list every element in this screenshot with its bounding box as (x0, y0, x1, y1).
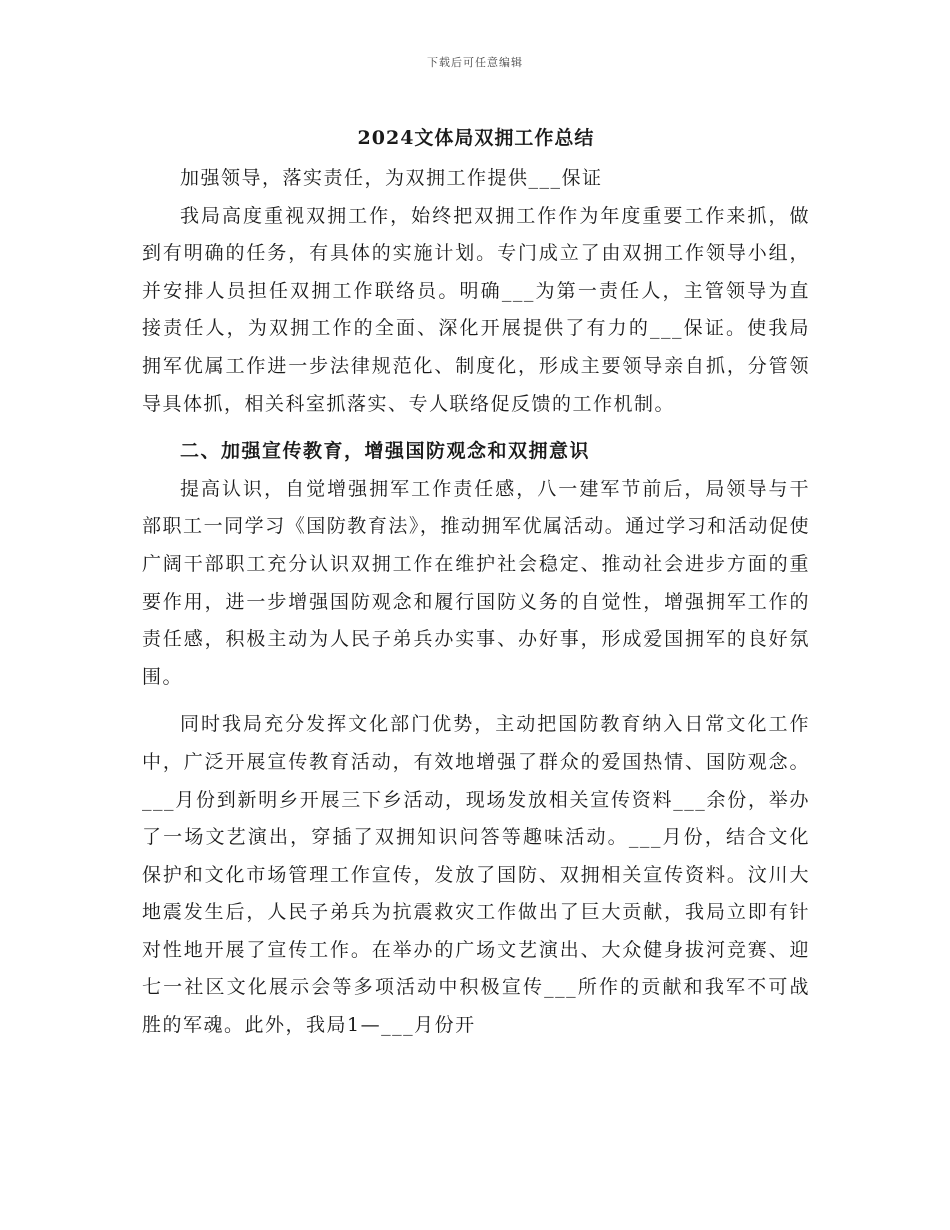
document-body (142, 120, 810, 1045)
document-title: 2024文体局双拥工作总结 (357, 127, 595, 149)
section-2-heading: 二、加强宣传教育，增强国防观念和双拥意识 (180, 440, 591, 463)
spacer (142, 696, 810, 706)
page-header-note: 下载后可任意编辑 (427, 56, 523, 69)
paragraph-1: 我局高度重视双拥工作，始终把双拥工作作为年度重要工作来抓，做到有明确的任务，有具体的实施计划。专门成立了由双拥工作领导小组，并安排人员担任双拥工作联络员。明确___为第一责任人，主管领导为直接责任人，为双拥工作的全面、深化开展提供了有力的___保证。使我局拥军优属工作进一步法律规范化、制度化，形成主要领导亲自抓，分管领导具体抓，相关科室抓落实、专人联络促反馈的工作机制。 (142, 204, 810, 415)
paragraph-2: 提高认识，自觉增强拥军工作责任感，八一建军节前后，局领导与干部职工一同学习《国防教育法》，推动拥军优属活动。通过学习和活动促使广阔干部职工充分认识双拥工作在维护社会稳定、推动社会进步方面的重要作用，进一步增强国防观念和履行国防义务的自觉性，增强拥军工作的责任感，积极主动为人民子弟兵办实事、办好事，形成爱国拥军的良好氛围。 (142, 477, 810, 688)
spacer (142, 423, 810, 433)
section-1-heading: 加强领导，落实责任，为双拥工作提供___保证 (180, 167, 603, 189)
paragraph-3: 同时我局充分发挥文化部门优势，主动把国防教育纳入日常文化工作中，广泛开展宣传教育活动，有效地增强了群众的爱国热情、国防观念。___月份到新明乡开展三下乡活动，现场发放相关宣传资料___余份，举办了一场文艺演出，穿插了双拥知识问答等趣味活动。___月份，结合文化保护和文化市场管理工作宣传，发放了国防、双拥相关宣传资料。汶川大地震发生后，人民子弟兵为抗震救灾工作做出了巨大贡献，我局立即有针对性地开展了宣传工作。在举办的广场文艺演出、大众健身拔河竞赛、迎七一社区文化展示会等多项活动中积极宣传___所作的贡献和我军不可战胜的军魂。此外，我局1—___月份开 (142, 713, 810, 1037)
